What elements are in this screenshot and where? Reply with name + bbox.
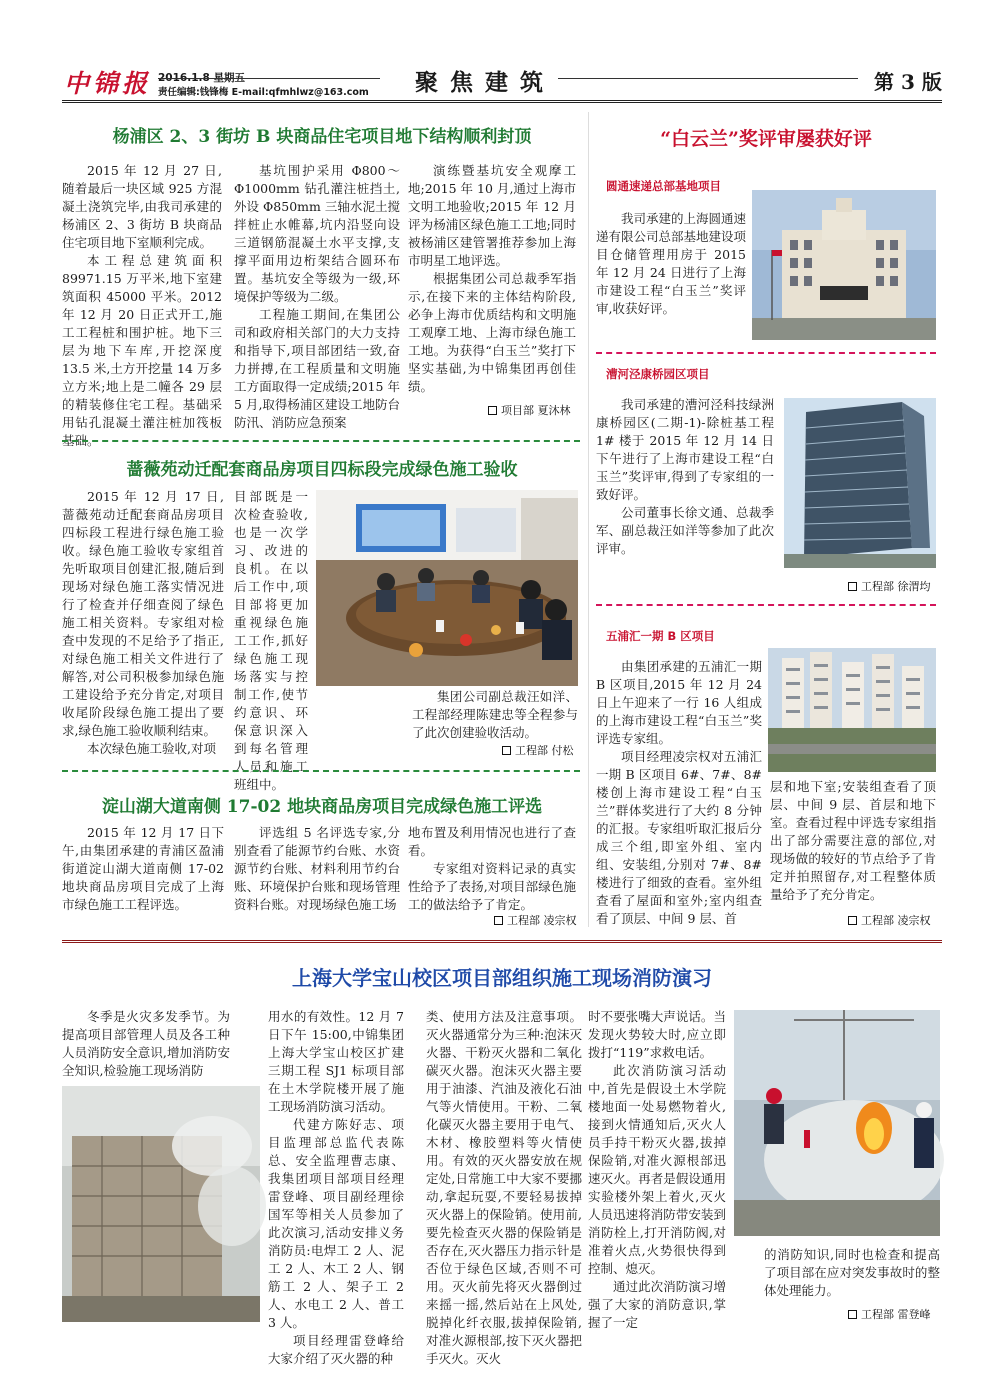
paragraph: 2015 年 12 月 17 日下午,由集团承建的青浦区盈浦街道淀山湖大道南侧 17-02 地块商品房项目完成了上海市绿色施工工程评选。 xyxy=(62,825,224,912)
byline-text: 工程部 凌宗权 xyxy=(507,914,577,927)
building-illustration xyxy=(752,190,936,340)
right-section2-text xyxy=(596,396,774,576)
paragraph: 专家组对资料记录的真实性给予了表扬,对项目部绿色施工的做法给予了肯定。 xyxy=(408,861,576,912)
right-title: “白云兰”奖评审屡获好评 xyxy=(660,128,872,150)
paragraph: 项目经理雷登峰给大家介绍了灭火器的种 xyxy=(268,1333,404,1366)
divider xyxy=(62,770,580,772)
article2-byline xyxy=(502,742,574,758)
paragraph: 我司承建的漕河泾科技绿洲康桥园区(二期-1)-除桩基工程 1# 楼于 2015 年 12 月 14 日下午进行了上海市建设工程“白玉兰”奖评审,得到了专家组的一致好评。 xyxy=(596,397,774,502)
paragraph: 公司董事长徐文通、总裁季军、副总裁汪如洋等参加了此次评审。 xyxy=(596,505,774,556)
right-section1-text xyxy=(596,210,746,340)
masthead-rule-right xyxy=(558,78,858,79)
article2-col1 xyxy=(62,488,224,756)
paragraph: 根据集团公司总裁季军指示,在接下来的主体结构阶段,必争上海市优质结构和文明施工观摩工地、上海市绿色施工工地。为获得“白玉兰”奖打下坚实基础,为中锦集团再创佳绩。 xyxy=(408,271,576,394)
paragraph: 此次消防演习活动中,首先是假设土木学院楼地面一处易燃物着火,接到火情通知后,灭火人员手持干粉灭火器,拔掉保险销,对准火源根部迅速灭火。再者是假设通用实验楼外架上着火,灭火人员迅速将消防带安装到消防栓上,打开消防阀,对准着火点,火势很快得到控制、熄灭。 xyxy=(588,1063,726,1276)
paragraph: 评选组 5 名评选专家,分别查看了能源节约台账、水资源节约台账、材料利用节约台账、环境保护台账和现场管理资料台账。对现场绿色施工场 xyxy=(234,825,400,912)
paragraph: 本工程总建筑面积 89971.15 万平米,地下室建筑面积 45000 平米。2012 年 12 月 20 日正式开工,施工工程桩和围护桩。地下三层为地下车库,开挖深度 13.5 米,土方开挖量 14 万多立方米;地上是二幢各 29 层的精装修住宅工程。基础采用钻孔混凝土灌注桩加筏板基础。 xyxy=(62,253,222,448)
article2-col2 xyxy=(234,488,308,792)
meeting-illustration xyxy=(316,490,578,686)
paragraph: 2015 年 12 月 27 日,随着最后一块区域 925 方混凝土浇筑完毕,由我司承建的杨浦区 2、3 街坊 B 块商品住宅项目地下室顺利完成。 xyxy=(62,163,222,250)
article1-title: 杨浦区 2、3 街坊 B 块商品住宅项目地下结构顺利封顶 xyxy=(112,127,532,147)
section-title: 聚 焦 建 筑 xyxy=(415,69,546,96)
article1-col2 xyxy=(234,162,400,430)
article4-title: 上海大学宝山校区项目部组织施工现场消防演习 xyxy=(292,966,712,990)
paragraph: 基坑围护采用 Φ800～Φ1000mm 钻孔灌注桩挡土,外设 Φ850mm 三轴水泥土搅拌桩止水帷幕,坑内沿竖向设三道钢筋混凝土水平支撑,支撑平面用边桁架结合圆环布置。基坑安全等级为一级,环境保护等级为二级。 xyxy=(234,163,400,304)
byline-text: 工程部 徐渭均 xyxy=(861,580,931,593)
paragraph: 2015 年 12 月 17 日,蔷薇苑动迁配套商品房项目四标段工程进行绿色施工验收。绿色施工验收专家组首先听取项目创建汇报,随后到现场对绿色施工落实情况进行了检查并仔细查阅了绿色施工相关资料。专家组对检查中发现的不足给予了指正,对绿色施工相关文件进行了解答,对公司积极参加绿色施工建设给予充分肯定,对项目收尾阶段绿色施工提出了要求,绿色施工验收顺利结束。 xyxy=(62,489,224,738)
article1-byline xyxy=(488,402,571,418)
article4-col3 xyxy=(426,1008,582,1366)
article2-photo-caption xyxy=(412,688,578,740)
paragraph: 时不要张嘴大声说话。当发现火势较大时,应立即拨打“119”求救电话。 xyxy=(588,1009,726,1060)
paragraph: 演练暨基坑安全观摩工地;2015 年 10 月,通过上海市文明工地验收;2015 年 12 月评为杨浦区绿色施工工地;同时被杨浦区建管署推荐参加上海市明星工地评选。 xyxy=(408,163,576,268)
fire-drill-illustration xyxy=(734,1010,940,1236)
article3-title: 淀山湖大道南侧 17-02 地块商品房项目完成绿色施工评选 xyxy=(101,797,543,817)
caption: 集团公司副总裁汪如洋、工程部经理陈建忠等全程参与了此次创建验收活动。 xyxy=(412,689,578,740)
construction-site-illustration xyxy=(62,1086,260,1322)
paragraph: 我司承建的上海圆通速递有限公司总部基地建设项目仓储管理用房于 2015 年 12 月 24 日进行了上海市建设工程“白玉兰”奖评审,收获好评。 xyxy=(596,211,747,316)
right-section3-head: 五浦汇一期 B 区项目 xyxy=(606,629,715,643)
article4-col4 xyxy=(588,1008,726,1330)
paragraph: 代建方陈好志、项目监理部总监代表陈总、安全监理曹志康、我集团项目部项目经理雷登峰、项目副经理徐国军等相关人员参加了此次演习,活动安排义务消防员:电焊工 2 人、泥工 2 人、木工 2 人、钢筋工 2 人、架子工 2 人、水电工 2 人、普工 3 人。 xyxy=(268,1117,404,1330)
residential-illustration xyxy=(768,648,936,772)
article4-byline xyxy=(848,1306,931,1322)
divider xyxy=(596,604,936,606)
divider xyxy=(596,352,936,354)
wupuhui-photo xyxy=(768,648,936,772)
divider xyxy=(62,440,580,442)
yto-building-photo xyxy=(752,190,936,340)
paragraph: 由集团承建的五浦汇一期 B 区项目,2015 年 12 月 24 日上午迎来了一行 16 人组成的上海市建设工程“白玉兰”奖评选专家组。 xyxy=(596,659,762,746)
meeting-photo xyxy=(316,490,578,686)
article4-col1 xyxy=(62,1008,230,1082)
right-section3-byline xyxy=(848,912,931,928)
page-number: 第 3 版 xyxy=(874,70,942,94)
masthead-bottom-rule xyxy=(62,100,942,103)
right-section1-head: 圆通速递总部基地项目 xyxy=(606,179,721,193)
right-section3-col1 xyxy=(596,658,762,926)
byline-box-icon xyxy=(848,582,857,591)
right-section2-byline xyxy=(848,578,931,594)
kangqiao-building-photo xyxy=(784,398,936,568)
paragraph: 目部既是一次检查验收,也是一次学习、改进的良机。在以后工作中,项目部将更加重视绿色施工工作,抓好绿色施工现场落实与控制工作,使节约意识、环保意识深入到每名管理人员和施工班组中。 xyxy=(234,489,308,792)
masthead-rule-left xyxy=(158,78,380,79)
right-section3-col2 xyxy=(770,778,936,920)
paragraph: 项目经理凌宗权对五浦汇一期 B 区项目 6#、7#、8# 楼创上海市建设工程“白玉兰”群体奖进行了大约 8 分钟的汇报。专家组听取汇报后分成三个组,即室外组、室内组、安装组,分别对 7#、8# 楼进行了细致的查看。室外组查看了屋面和室外;室内组查看了顶层、中间 9 层、首 xyxy=(596,749,762,926)
article2-title: 蔷薇苑动迁配套商品房项目四标段完成绿色施工验收 xyxy=(126,460,518,480)
paragraph: 地布置及利用情况也进行了查看。 xyxy=(408,825,576,858)
byline-text: 工程部 付松 xyxy=(515,744,574,757)
byline-text: 工程部 凌宗权 xyxy=(861,914,931,927)
tower-illustration xyxy=(784,398,936,568)
article3-col1 xyxy=(62,824,224,924)
article3-byline xyxy=(494,912,577,928)
article3-col3 xyxy=(408,824,576,914)
article1-col1 xyxy=(62,162,222,448)
masthead xyxy=(0,0,1000,110)
editor-line: 责任编辑:钱锋梅 E-mail:qfmhlwz@163.com xyxy=(158,87,369,98)
article4-col2 xyxy=(268,1008,404,1366)
issue-date: 2016.1.8 星期五 xyxy=(158,72,245,84)
fire-drill-photo xyxy=(734,1010,940,1236)
paragraph: 用水的有效性。12 月 7 日下午 15:00,中锦集团上海大学宝山校区扩建三期工程 SJ1 标项目部在土木学院楼开展了施工现场消防演习活动。 xyxy=(268,1009,404,1114)
byline-text: 工程部 雷登峰 xyxy=(861,1308,931,1321)
byline-box-icon xyxy=(848,916,857,925)
byline-box-icon xyxy=(488,406,497,415)
byline-text: 项目部 夏沐林 xyxy=(501,404,571,417)
paragraph: 类、使用方法及注意事项。灭火器通常分为三种:泡沫灭火器、干粉灭火器和二氧化碳灭火器。泡沫灭火器主要用于油漆、汽油及液化石油气等火情使用。干粉、二氧化碳灭火器主要用于电气、木材、橡胶塑料等火情使用。有效的灭火器安放在规定处,日常施工中大家不要挪动,拿起玩耍,不要轻易拔掉灭火器上的保险销。使用前,要先检查灭火器的保险销是否存在,灭火器压力指示针是否位于绿色区域,否则不可用。灭火前先将灭火器倒过来摇一摇,然后站在上风处,脱掉化纤衣服,拔掉保险销,对准火源根部,按下灭火器把手灭火。灭火 xyxy=(426,1009,582,1366)
article4-col5 xyxy=(764,1246,940,1302)
newspaper-logo: 中锦报 xyxy=(64,69,152,98)
paragraph: 的消防知识,同时也检查和提高了项目部在应对突发事故时的整体处理能力。 xyxy=(764,1247,940,1298)
byline-box-icon xyxy=(502,746,511,755)
byline-box-icon xyxy=(494,916,503,925)
article3-col2 xyxy=(234,824,400,924)
paragraph: 通过此次消防演习增强了大家的消防意识,掌握了一定 xyxy=(588,1279,726,1330)
paragraph: 冬季是火灾多发季节。为提高项目部管理人员及各工种人员消防安全意识,增加消防安全知识,检验施工现场消防 xyxy=(62,1009,230,1078)
paragraph: 本次绿色施工验收,对项 xyxy=(87,741,216,756)
article1-col3 xyxy=(408,162,576,394)
building-smoke-photo xyxy=(62,1086,260,1322)
byline-box-icon xyxy=(848,1310,857,1319)
right-column-separator xyxy=(588,112,589,927)
right-section2-head: 漕河泾康桥园区项目 xyxy=(606,367,710,381)
section-separator xyxy=(62,940,942,943)
paragraph: 层和地下室;安装组查看了顶层、中间 9 层、首层和地下室。查看过程中评选专家组指出了部分需要注意的部位,对现场做的较好的节点给予了肯定并拍照留存,对工程整体质量给予了充分肯定。 xyxy=(770,779,936,902)
paragraph: 工程施工期间,在集团公司和政府相关部门的大力支持和指导下,项目部团结一致,奋力拼搏,在工程质量和文明施工方面取得一定成绩;2015 年 5 月,取得杨浦区建设工地防台防汛、消防应急预案 xyxy=(234,307,400,430)
